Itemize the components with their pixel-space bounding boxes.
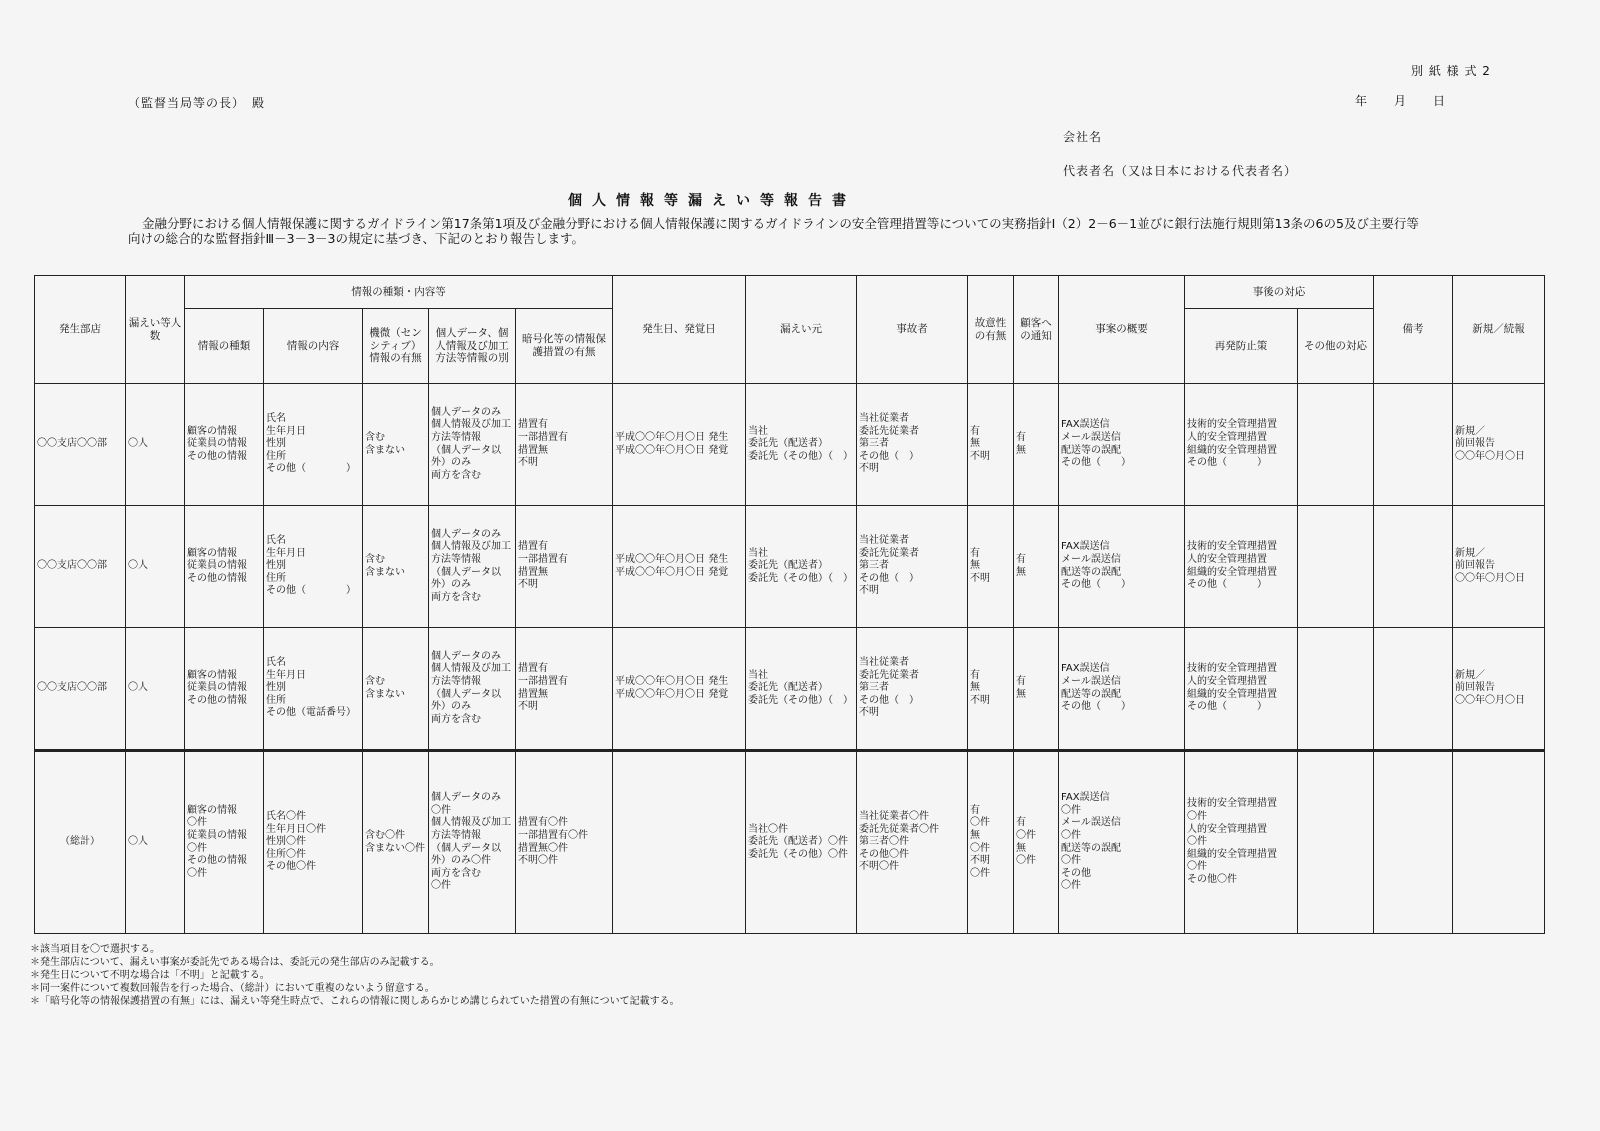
cell-line: 〇件 [970,842,991,854]
cell-line: 両方を含む [431,713,481,725]
cell-line: 含む [365,431,385,443]
cell-line: 性別 [266,438,286,450]
intro-text: 金融分野における個人情報保護に関するガイドライン第17条第1項及び金融分野における個人情報保護に関するガイドラインの安全管理措置等についての実務指針Ⅰ（2）2－6－1並びに銀行法施行規則第13条の6の5及び主要行等向けの総合的な監督指針Ⅲ－3－3－3の規定に基づき、下記のとおり報告します。 [128,216,1419,246]
cell-line: 個人データのみ [431,406,501,418]
cell-line: 個人データのみ [431,650,501,662]
cell-line: 〇件 [970,817,991,829]
cell-line: 従業員の情報 [187,438,247,450]
cell-line: 委託先（その他）（ ） [748,572,854,584]
cell-line: 不明〇件 [859,861,900,873]
cell-line: 〇件 [187,842,207,854]
cell-line: メール誤送信 [1061,675,1121,687]
cell-line: その他〇件 [859,848,910,860]
cell-line: 従業員の情報 [187,560,247,572]
cell-line: 無 [1016,842,1027,854]
cell-line: 配送等の誤配 [1061,444,1122,456]
cell-line: 前回報告 [1455,560,1496,572]
cell-line: 含まない [365,688,405,700]
cell-prevention [1185,506,1298,628]
cell-line: 〇件 [1061,880,1082,892]
cell-line: その他（ ） [1187,457,1268,469]
cell-line: 措置有 [518,541,548,553]
cell-line: 住所〇件 [266,848,306,860]
cell-other-response [1298,751,1374,934]
cell-count: 〇人 [126,628,185,751]
cell-line: 第三者〇件 [859,836,910,848]
cell-line: 〇〇年〇月〇日 [1455,572,1526,584]
cell-sensitive [363,628,429,751]
representative-label: 代表者名（又は日本における代表者名） [1063,164,1298,178]
cell-line: 有 [970,425,981,437]
cell-line: 有 [1016,675,1027,687]
col-source: 漏えい元 [746,276,857,384]
cell-other-response [1298,506,1374,628]
cell-line: 第三者 [859,682,890,694]
cell-line: 不明 [518,701,538,713]
cell-line: 〇件 [1061,804,1082,816]
col-info-type: 情報の種類 [185,309,264,384]
cell-line: その他（ ） [859,694,920,706]
cell-line: 不明 [970,572,991,584]
cell-line: 〇件 [1016,855,1037,867]
total-row [35,751,1545,934]
cell-source [746,628,857,751]
cell-info-type [185,751,264,934]
cell-line: 不明 [518,579,538,591]
cell-line: 配送等の誤配 [1061,566,1122,578]
footnote: ＊「暗号化等の情報保護措置の有無」には、漏えい等発生時点で、これらの情報に関しあらかじめ講じられていた措置の有無について記載する。 [30,996,680,1007]
cell-line: 第三者 [859,560,890,572]
cell-line: 平成〇〇年〇月〇日 発覚 [615,566,729,578]
col-summary: 事案の概要 [1059,276,1185,384]
col-prevention: 再発防止策 [1185,309,1298,384]
cell-line: 新規／ [1455,425,1486,437]
cell-line: その他の情報 [187,694,247,706]
cell-line: 人的安全管理措置 [1187,823,1268,835]
cell-summary [1059,751,1185,934]
cell-line: FAX誤送信 [1061,792,1110,804]
col-status: 新規／続報 [1453,276,1545,384]
cell-line: 〇件 [431,804,451,816]
cell-line: 不明 [859,585,880,597]
cell-line: 配送等の誤配 [1061,842,1122,854]
cell-status [1453,751,1545,934]
cell-party [857,751,968,934]
cell-line: 一部措置有〇件 [518,829,588,841]
cell-notice [1014,751,1059,934]
table-row [35,506,1545,628]
cell-processed [429,506,516,628]
cell-line: 委託先（配送者）〇件 [748,836,849,848]
cell-encryption [516,751,613,934]
cell-line: 無 [970,682,981,694]
report-table [34,275,1545,934]
cell-line: その他（ ） [1187,579,1268,591]
cell-line: 平成〇〇年〇月〇日 発生 [615,431,729,443]
cell-line: 両方を含む [431,469,481,481]
cell-line: その他（ ） [266,463,356,475]
cell-line: 〇件 [187,817,207,829]
cell-line: 委託先（その他）（ ） [748,450,854,462]
footnotes [30,943,680,1008]
cell-line: FAX誤送信 [1061,663,1110,675]
col-party: 事故者 [857,276,968,384]
cell-date [613,384,746,506]
cell-line: 不明 [970,855,991,867]
cell-line: 配送等の誤配 [1061,688,1122,700]
cell-line: 組織的安全管理措置 [1187,444,1278,456]
cell-intent [968,751,1014,934]
cell-line: 顧客の情報 [187,804,237,816]
cell-line: 生年月日 [266,425,306,437]
cell-processed [429,628,516,751]
form-number: 別 紙 様 式 2 [1411,64,1491,78]
col-other-response: その他の対応 [1298,309,1374,384]
cell-count: 〇人 [126,506,185,628]
cell-line: 第三者 [859,438,890,450]
cell-line: 生年月日 [266,547,306,559]
cell-line: メール誤送信 [1061,431,1121,443]
cell-line: 顧客の情報 [187,425,237,437]
cell-line: 住所 [266,572,286,584]
cell-line: 前回報告 [1455,682,1496,694]
cell-line: （個人データ以外）のみ [431,444,501,469]
cell-prevention [1185,384,1298,506]
cell-line: 技術的安全管理措置 [1187,419,1278,431]
cell-line: 個人情報及び加工方法等情報 [431,817,511,841]
company-name-label: 会社名 [1063,130,1103,144]
table-body [35,384,1545,934]
cell-line: 当社 [748,547,769,559]
cell-line: 個人データのみ [431,792,501,804]
footnote: ＊該当項目を〇で選択する。 [30,944,160,955]
cell-info-content [264,506,363,628]
cell-line: 含まない [365,566,405,578]
cell-line: 含まない〇件 [365,842,425,854]
cell-source [746,384,857,506]
cell-line: 含む [365,553,385,565]
cell-branch: 〇〇支店〇〇部 [35,628,126,751]
col-encryption: 暗号化等の情報保護措置の有無 [516,309,613,384]
col-count: 漏えい等人数 [126,276,185,384]
cell-line: 措置有〇件 [518,817,568,829]
cell-status [1453,384,1545,506]
cell-line: 氏名〇件 [266,811,306,823]
cell-line: 新規／ [1455,547,1486,559]
cell-encryption [516,384,613,506]
group-after: 事後の対応 [1185,276,1374,309]
cell-remarks [1374,506,1453,628]
cell-line: その他（ ） [1061,701,1132,713]
cell-branch: （総計） [35,751,126,934]
cell-line: 不明〇件 [518,855,558,867]
cell-line: 個人情報及び加工方法等情報 [431,541,511,565]
cell-line: その他（ ） [1061,579,1132,591]
col-date: 発生日、発覚日 [613,276,746,384]
cell-line: その他（ ） [1061,457,1132,469]
cell-info-type [185,384,264,506]
cell-line: その他（ ） [266,585,356,597]
cell-summary [1059,506,1185,628]
cell-line: 顧客の情報 [187,669,237,681]
cell-line: その他の情報 [187,450,247,462]
cell-date [613,506,746,628]
cell-line: 有 [970,669,981,681]
cell-line: 技術的安全管理措置 [1187,798,1278,810]
cell-intent [968,384,1014,506]
cell-line: 含まない [365,444,405,456]
col-notice: 顧客への通知 [1014,276,1059,384]
cell-line: 生年月日〇件 [266,823,326,835]
cell-line: その他（ ） [859,450,920,462]
cell-line: 〇〇年〇月〇日 [1455,694,1526,706]
cell-line: 委託先従業者 [859,547,920,559]
cell-line: 両方を含む [431,867,481,879]
cell-count: 〇人 [126,751,185,934]
cell-branch: 〇〇支店〇〇部 [35,384,126,506]
cell-line: 委託先従業者〇件 [859,823,940,835]
report-date: 年 月 日 [1355,94,1447,108]
cell-line: 措置有 [518,663,548,675]
cell-status [1453,628,1545,751]
cell-line: 当社従業者 [859,535,910,547]
cell-line: 生年月日 [266,669,306,681]
cell-line: メール誤送信 [1061,553,1121,565]
cell-line: 一部措置有 [518,431,568,443]
cell-line: 人的安全管理措置 [1187,553,1268,565]
cell-line: その他（ ） [859,572,920,584]
cell-other-response [1298,384,1374,506]
cell-line: その他〇件 [1187,873,1238,885]
cell-info-content [264,751,363,934]
cell-prevention [1185,751,1298,934]
table-row [35,628,1545,751]
cell-line: その他の情報 [187,855,247,867]
cell-line: 従業員の情報 [187,682,247,694]
cell-info-type [185,506,264,628]
cell-branch: 〇〇支店〇〇部 [35,506,126,628]
cell-party [857,506,968,628]
cell-line: 無 [970,560,981,572]
cell-line: 性別 [266,560,286,572]
cell-line: 委託先（配送者） [748,560,829,572]
cell-line: 当社〇件 [748,823,789,835]
cell-line: 性別〇件 [266,836,306,848]
cell-remarks [1374,384,1453,506]
cell-line: 平成〇〇年〇月〇日 発生 [615,553,729,565]
cell-party [857,628,968,751]
cell-source [746,751,857,934]
col-info-content: 情報の内容 [264,309,363,384]
cell-line: 不明 [859,463,880,475]
cell-line: その他 [1061,867,1092,879]
cell-line: 無 [970,829,981,841]
col-processed: 個人データ、個人情報及び加工方法等情報の別 [429,309,516,384]
cell-notice [1014,506,1059,628]
cell-processed [429,384,516,506]
cell-line: 委託先従業者 [859,425,920,437]
cell-line: 顧客の情報 [187,547,237,559]
cell-prevention [1185,628,1298,751]
cell-encryption [516,506,613,628]
cell-line: 措置有 [518,419,548,431]
cell-line: 技術的安全管理措置 [1187,663,1278,675]
cell-line: 人的安全管理措置 [1187,431,1268,443]
cell-notice [1014,384,1059,506]
cell-line: メール誤送信 [1061,817,1121,829]
cell-line: 氏名 [266,657,286,669]
footnote: ＊同一案件について複数回報告を行った場合、（総計）において重複のないよう留意する。 [30,983,435,994]
cell-line: 技術的安全管理措置 [1187,541,1278,553]
col-remarks: 備考 [1374,276,1453,384]
cell-line: FAX誤送信 [1061,419,1110,431]
cell-processed [429,751,516,934]
cell-line: 〇件 [1061,829,1082,841]
table-row [35,384,1545,506]
cell-line: 委託先（配送者） [748,682,829,694]
cell-line: （個人データ以外）のみ [431,688,501,713]
cell-line: 措置無 [518,688,548,700]
cell-summary [1059,628,1185,751]
cell-line: （個人データ以外）のみ〇件 [431,842,501,867]
cell-summary [1059,384,1185,506]
cell-line: 委託先（配送者） [748,438,829,450]
cell-line: 措置無〇件 [518,842,568,854]
cell-line: 人的安全管理措置 [1187,675,1268,687]
cell-line: 氏名 [266,535,286,547]
addressee: （監督当局等の長） 殿 [128,96,266,110]
cell-source [746,506,857,628]
cell-line: 無 [970,438,981,450]
cell-sensitive [363,384,429,506]
cell-line: 住所 [266,694,286,706]
footnote: ＊発生部店について、漏えい事案が委託先である場合は、委託元の発生部店のみ記載する。 [30,957,440,968]
cell-line: 措置無 [518,444,548,456]
cell-line: その他（ ） [1187,701,1268,713]
cell-line: 〇件 [1187,811,1208,823]
cell-intent [968,628,1014,751]
cell-line: 平成〇〇年〇月〇日 発覚 [615,444,729,456]
cell-line: 当社従業者 [859,413,910,425]
cell-line: 氏名 [266,413,286,425]
cell-line: 不明 [970,694,991,706]
cell-line: 〇件 [187,867,207,879]
cell-line: 〇件 [1061,855,1082,867]
cell-line: 新規／ [1455,669,1486,681]
cell-line: 一部措置有 [518,675,568,687]
cell-line: 有 [1016,553,1027,565]
cell-line: 平成〇〇年〇月〇日 発生 [615,675,729,687]
cell-line: 組織的安全管理措置 [1187,566,1278,578]
cell-line: 無 [1016,566,1027,578]
cell-line: 含む [365,675,385,687]
cell-line: 〇件 [1187,836,1208,848]
cell-line: その他（電話番号） [266,707,356,719]
cell-line: 当社従業者〇件 [859,811,930,823]
cell-line: 無 [1016,444,1027,456]
cell-line: 〇件 [970,867,991,879]
cell-line: 不明 [859,707,880,719]
cell-status [1453,506,1545,628]
cell-line: 委託先従業者 [859,669,920,681]
cell-line: 無 [1016,688,1027,700]
cell-line: 当社従業者 [859,657,910,669]
cell-remarks [1374,751,1453,934]
cell-party [857,384,968,506]
cell-encryption [516,628,613,751]
cell-line: 一部措置有 [518,553,568,565]
cell-line: 個人情報及び加工方法等情報 [431,663,511,687]
cell-line: 当社 [748,669,769,681]
cell-line: 〇件 [1187,861,1208,873]
col-sensitive: 機微（センシティブ）情報の有無 [363,309,429,384]
cell-info-content [264,628,363,751]
cell-line: その他の情報 [187,572,247,584]
cell-line: 当社 [748,425,769,437]
cell-line: 有 [970,804,981,816]
cell-line: 性別 [266,682,286,694]
cell-line: 不明 [970,450,991,462]
group-info: 情報の種類・内容等 [185,276,613,309]
cell-date [613,751,746,934]
cell-line: 含む〇件 [365,829,405,841]
cell-date [613,628,746,751]
cell-line: FAX誤送信 [1061,541,1110,553]
cell-line: 前回報告 [1455,438,1496,450]
cell-line: 個人データのみ [431,528,501,540]
cell-line: 〇件 [1016,829,1037,841]
cell-sensitive [363,506,429,628]
cell-remarks [1374,628,1453,751]
cell-line: 措置無 [518,566,548,578]
cell-intent [968,506,1014,628]
cell-line: 有 [1016,431,1027,443]
cell-line: 組織的安全管理措置 [1187,848,1278,860]
cell-line: その他〇件 [266,861,316,873]
cell-line: 両方を含む [431,591,481,603]
page-title: 個人情報等漏えい等報告書 [568,193,856,209]
cell-info-content [264,384,363,506]
col-branch: 発生部店 [35,276,126,384]
footnote: ＊発生日について不明な場合は「不明」と記載する。 [30,970,270,981]
cell-line: 従業員の情報 [187,829,247,841]
cell-line: 〇件 [431,880,451,892]
cell-line: 個人情報及び加工方法等情報 [431,419,511,443]
cell-line: 組織的安全管理措置 [1187,688,1278,700]
cell-line: 委託先（その他）（ ） [748,694,854,706]
cell-info-type [185,628,264,751]
cell-line: 〇〇年〇月〇日 [1455,450,1526,462]
cell-other-response [1298,628,1374,751]
cell-line: 有 [970,547,981,559]
cell-sensitive [363,751,429,934]
cell-line: 有 [1016,817,1027,829]
cell-line: 委託先（その他）〇件 [748,848,849,860]
cell-line: 住所 [266,450,286,462]
cell-line: 平成〇〇年〇月〇日 発覚 [615,688,729,700]
cell-count: 〇人 [126,384,185,506]
cell-notice [1014,628,1059,751]
col-intent: 故意性の有無 [968,276,1014,384]
cell-line: （個人データ以外）のみ [431,566,501,591]
cell-line: 不明 [518,457,538,469]
